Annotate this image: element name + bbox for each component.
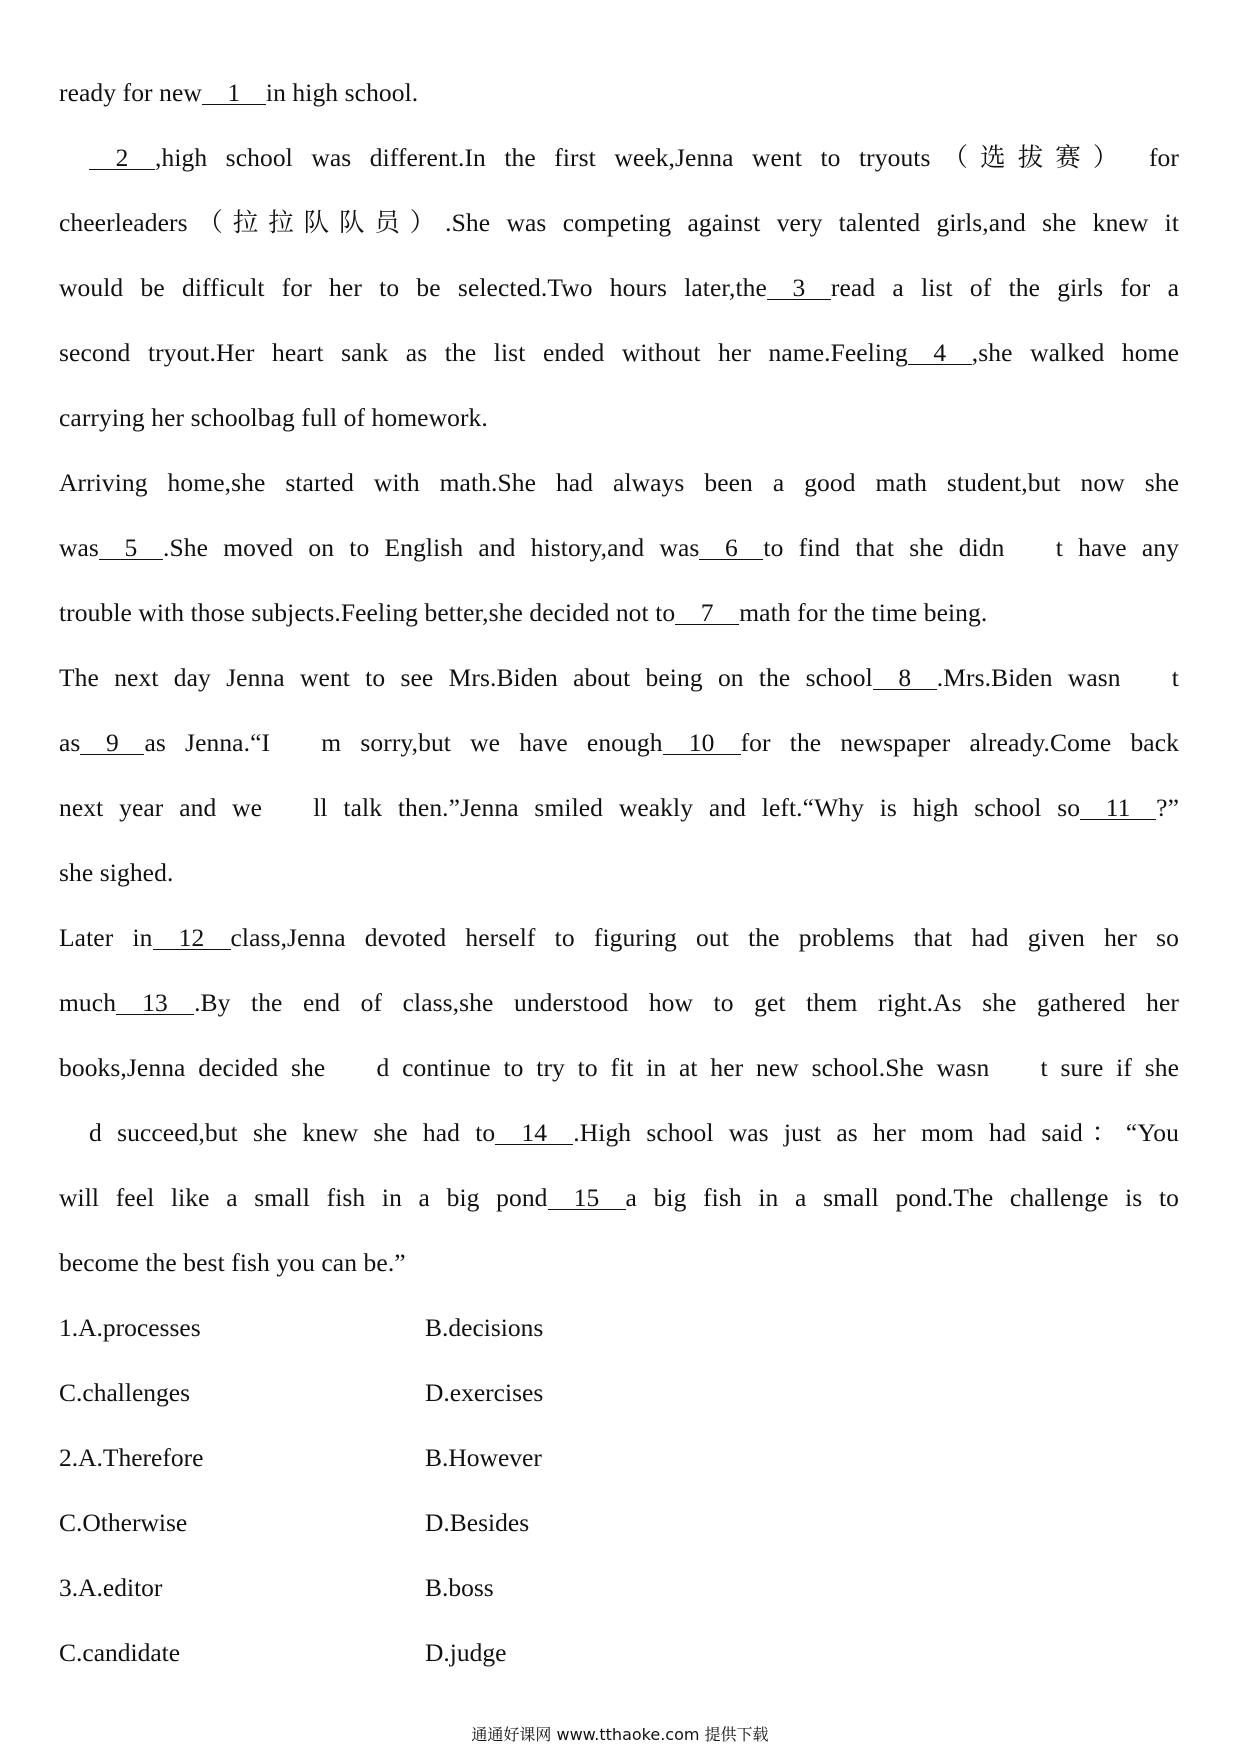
text: was	[59, 533, 99, 562]
option-row	[59, 1620, 1179, 1685]
blank-12[interactable]: 12	[153, 927, 231, 950]
passage-line	[59, 60, 1179, 125]
text: ,high school was different.In the first week,Jenna went to tryouts（选拔赛） for	[155, 143, 1179, 172]
passage-line: Arriving home,she started with math.She had always been a good math student,but now she	[59, 468, 1179, 497]
text: second tryout.Her heart sank as the list ended without her name.Feeling	[59, 338, 908, 367]
text: in high school.	[265, 78, 419, 107]
option-b[interactable]: B.However	[425, 1443, 542, 1472]
option-c[interactable]: C.Otherwise	[59, 1508, 188, 1537]
passage-line	[59, 710, 1179, 775]
text: will feel like a small fish in a big pond	[59, 1183, 548, 1212]
passage-line	[59, 125, 1179, 190]
option-c[interactable]: C.candidate	[59, 1638, 181, 1667]
option-b[interactable]: B.decisions	[425, 1313, 544, 1342]
option-row	[59, 1555, 1179, 1620]
option-row	[59, 1295, 1179, 1360]
passage-line: become the best fish you can be.”	[59, 1248, 406, 1277]
passage-line	[59, 970, 1179, 1035]
passage-line	[59, 255, 1179, 320]
passage-line: she sighed.	[59, 858, 174, 887]
text: a big fish in a small pond.The challenge is to	[625, 1183, 1179, 1212]
text: as	[59, 728, 81, 757]
text: .By the end of class,she understood how to get them right.As she gathered her	[194, 988, 1179, 1017]
text: .High school was just as her mom had said：“You	[573, 1118, 1179, 1147]
blank-15[interactable]: 15	[548, 1187, 626, 1210]
text: ready for new	[59, 78, 202, 107]
passage-line: carrying her schoolbag full of homework.	[59, 403, 488, 432]
blank-14[interactable]: 14	[495, 1122, 573, 1145]
option-b[interactable]: B.boss	[425, 1573, 494, 1602]
text: as Jenna.“I m sorry,but we have enough	[144, 728, 663, 757]
passage-line	[59, 905, 1179, 970]
text: would be difficult for her to be selected.Two hours later,the	[59, 273, 767, 302]
blank-7[interactable]: 7	[675, 602, 739, 625]
passage-line	[59, 1165, 1179, 1230]
option-c[interactable]: C.challenges	[59, 1378, 190, 1407]
answer-options	[59, 1295, 1179, 1685]
option-a[interactable]: 3.A.editor	[59, 1573, 163, 1602]
blank-4[interactable]: 4	[908, 342, 972, 365]
option-row	[59, 1425, 1179, 1490]
blank-6[interactable]: 6	[699, 537, 763, 560]
option-a[interactable]: 2.A.Therefore	[59, 1443, 204, 1472]
text: class,Jenna devoted herself to figuring out the problems that had given her so	[230, 923, 1179, 952]
passage	[59, 60, 1179, 1685]
text: ,she walked home	[971, 338, 1179, 367]
blank-3[interactable]: 3	[767, 277, 831, 300]
text: ?”	[1156, 793, 1179, 822]
blank-9[interactable]: 9	[80, 732, 144, 755]
text: Later in	[59, 923, 153, 952]
option-a[interactable]: 1.A.processes	[59, 1313, 201, 1342]
passage-line: cheerleaders（拉拉队队员）.She was competing against very talented girls,and she knew it	[59, 208, 1179, 237]
text: math for the time being.	[739, 598, 988, 627]
blank-10[interactable]: 10	[663, 732, 741, 755]
blank-13[interactable]: 13	[116, 992, 194, 1015]
blank-11[interactable]: 11	[1080, 797, 1156, 820]
passage-line: books,Jenna decided she d continue to try to fit in at her new school.She wasn t sure if she	[59, 1053, 1179, 1082]
blank-2[interactable]: 2	[89, 147, 155, 170]
option-d[interactable]: D.judge	[425, 1638, 507, 1667]
text: next year and we ll talk then.”Jenna smiled weakly and left.“Why is high school so	[59, 793, 1081, 822]
blank-8[interactable]: 8	[873, 667, 937, 690]
text: The next day Jenna went to see Mrs.Biden about being on the school	[59, 663, 873, 692]
text: .She moved on to English and history,and was	[162, 533, 700, 562]
text: to find that she didn t have any	[763, 533, 1179, 562]
passage-line	[59, 775, 1179, 840]
option-d[interactable]: D.Besides	[425, 1508, 530, 1537]
text: trouble with those subjects.Feeling better,she decided not to	[59, 598, 676, 627]
page-footer: 通通好课网 www.tthaoke.com 提供下载	[471, 1725, 769, 1744]
passage-line	[59, 580, 1179, 645]
text: .Mrs.Biden wasn t	[936, 663, 1179, 692]
passage-line	[59, 645, 1179, 710]
passage-line	[59, 320, 1179, 385]
option-row	[59, 1360, 1179, 1425]
text: read a list of the girls for a	[830, 273, 1180, 302]
passage-line	[59, 1100, 1179, 1165]
option-d[interactable]: D.exercises	[425, 1378, 544, 1407]
text: much	[59, 988, 117, 1017]
option-row	[59, 1490, 1179, 1555]
passage-line	[59, 515, 1179, 580]
blank-1[interactable]: 1	[202, 82, 266, 105]
text: d succeed,but she knew she had to	[89, 1118, 496, 1147]
text: for the newspaper already.Come back	[740, 728, 1179, 757]
blank-5[interactable]: 5	[99, 537, 163, 560]
